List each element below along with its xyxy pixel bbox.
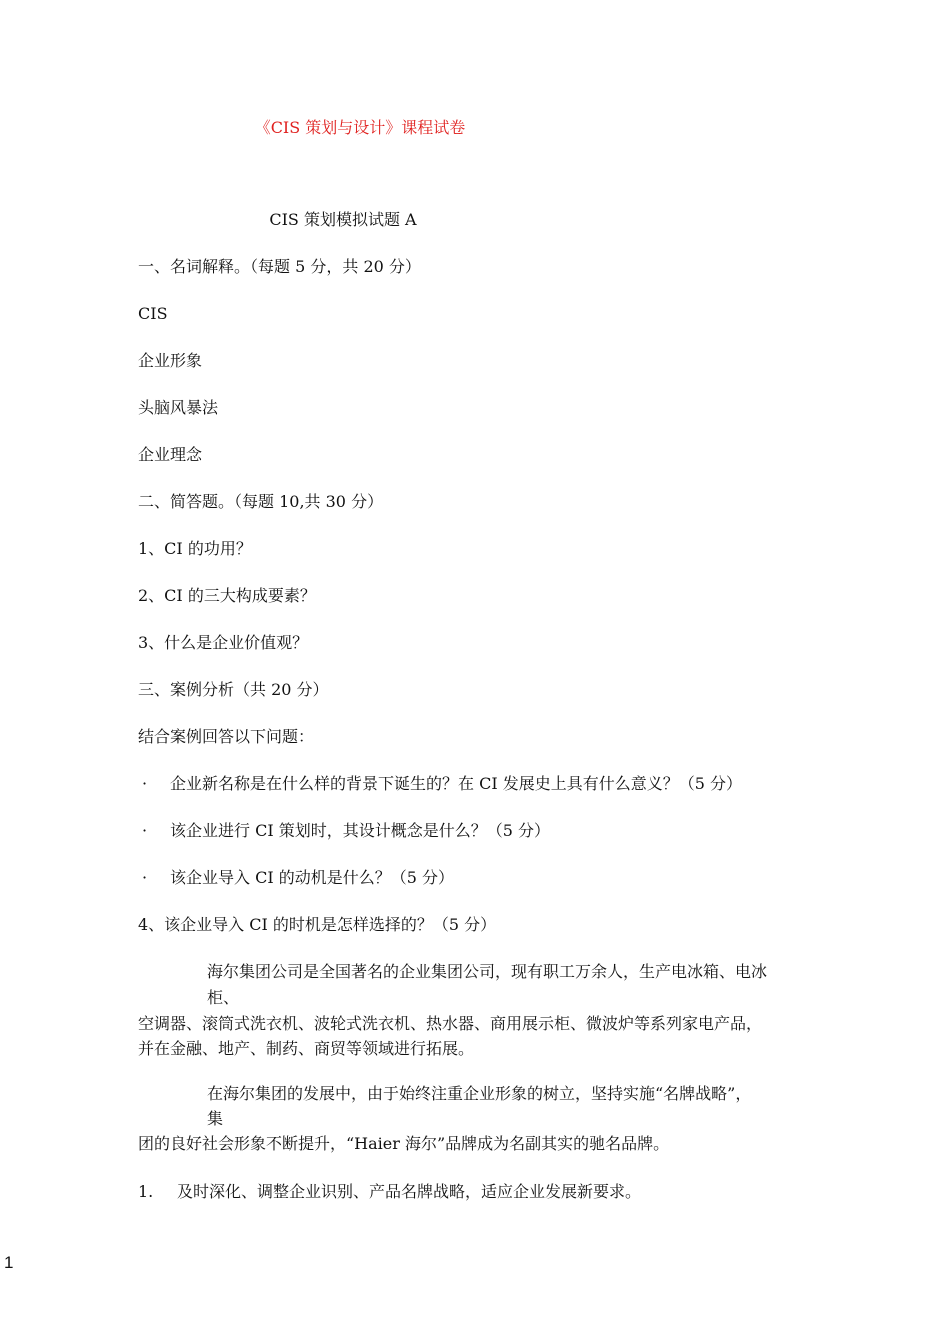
section2-heading: 二、简答题。（每题 10,共 30 分） [138,492,384,511]
term-item: 企业形象 [138,351,203,370]
case-paragraph-line: 并在金融、地产、制药、商贸等领域进行拓展。 [138,1039,475,1058]
case-paragraph-line: 集 [207,1109,224,1128]
question-item: 3、什么是企业价值观？ [138,633,309,652]
question4: 4、该企业导入 CI 的时机是怎样选择的？（5 分） [138,915,497,934]
section1-heading: 一、名词解释。（每题 5 分，共 20 分） [138,257,421,276]
case-paragraph-line: 海尔集团公司是全国著名的企业集团公司，现有职工万余人，生产电冰箱、电冰 [207,962,768,981]
case-question: 该企业进行 CI 策划时，其设计概念是什么？（5 分） [170,821,551,840]
bullet-marker: · [142,821,148,840]
case-paragraph-line: 在海尔集团的发展中，由于始终注重企业形象的树立，坚持实施“名牌战略”， [207,1084,752,1103]
term-item: 头脑风暴法 [138,398,219,417]
case-point-number: 1. [138,1182,154,1201]
section3-heading: 三、案例分析（共 20 分） [138,680,329,699]
page-number: 1 [4,1253,14,1272]
case-paragraph-line: 空调器、滚筒式洗衣机、波轮式洗衣机、热水器、商用展示柜、微波炉等系列家电产品， [138,1014,763,1033]
term-item: CIS [138,304,168,323]
case-paragraph-line: 柜、 [207,988,240,1007]
case-point-text: 及时深化、调整企业识别、产品名牌战略，适应企业发展新要求。 [177,1182,642,1201]
case-question: 该企业导入 CI 的动机是什么？（5 分） [170,868,455,887]
bullet-marker: · [142,868,148,887]
case-question: 企业新名称是在什么样的背景下诞生的？在 CI 发展史上具有什么意义？（5 分） [170,774,743,793]
question-item: 2、CI 的三大构成要素？ [138,586,316,605]
document-subtitle: CIS 策划模拟试题 A [269,210,417,229]
section3-intro: 结合案例回答以下问题： [138,727,315,746]
case-paragraph-line: 团的良好社会形象不断提升，“Haier 海尔”品牌成为名副其实的驰名品牌。 [138,1134,670,1153]
question-item: 1、CI 的功用？ [138,539,252,558]
document-title: 《CIS 策划与设计》课程试卷 [254,118,466,137]
bullet-marker: · [142,774,148,793]
term-item: 企业理念 [138,445,203,464]
